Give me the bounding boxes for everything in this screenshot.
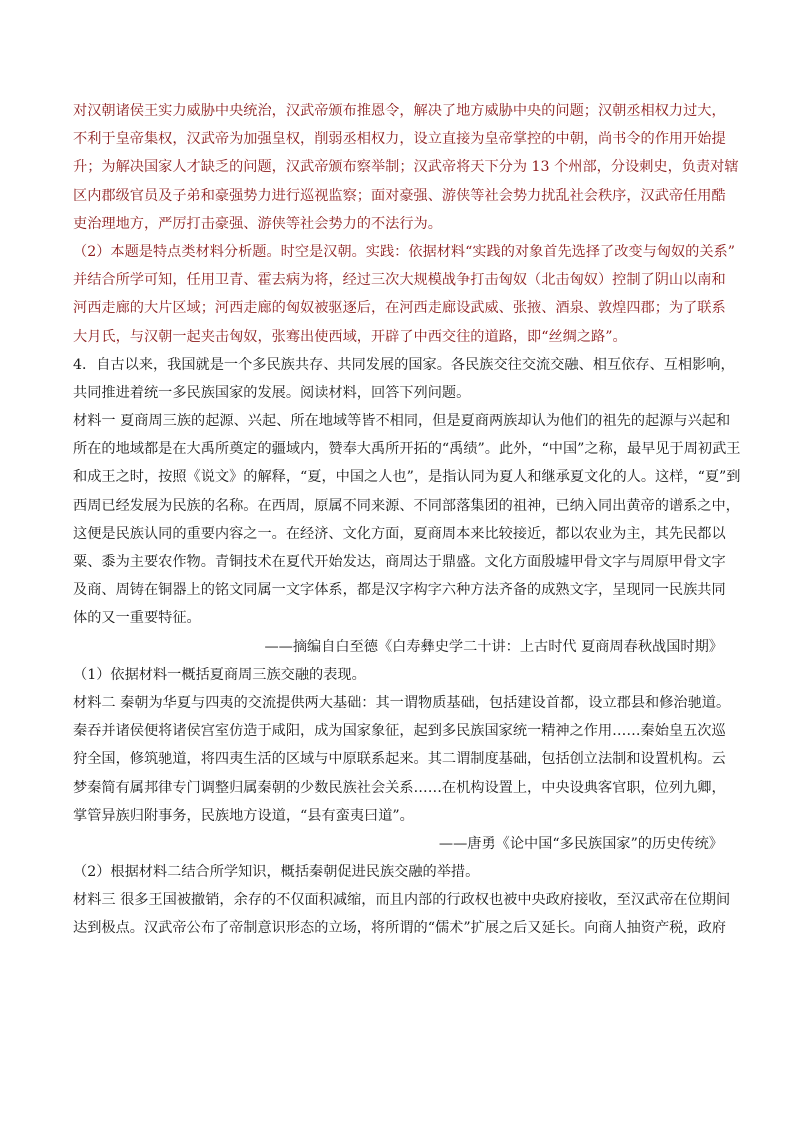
- text-line: 和成王之时，按照《说文》的解释，“夏，中国之人也”，是指认同为夏人和继承夏文化的人。这样，“夏”到: [73, 469, 741, 486]
- text-line: 对汉朝诸侯王实力威胁中央统治，汉武帝颁布推恩令，解决了地方威胁中央的问题；汉朝丞相权力过大，: [73, 103, 726, 119]
- question-1: （1）依据材料一概括夏商周三族交融的表现。: [73, 666, 366, 683]
- text-line: 体的又一重要特征。: [73, 610, 201, 627]
- text-line: 秦吞并诸侯便将诸侯宫室仿造于咸阳，成为国家象征，起到多民族国家统一精神之作用……秦始皇五次巡: [73, 723, 726, 740]
- answer-block-2: [73, 238, 735, 351]
- text-line: 达到极点。汉武帝公布了帝制意识形态的立场，将所谓的“儒术”扩展之后又延长。向商人抽资产税，政府: [73, 920, 726, 937]
- text-line: 不利于皇帝集权，汉武帝为加强皇权，削弱丞相权力，设立直接为皇帝掌控的中朝，尚书令的作用开始提: [73, 131, 726, 148]
- text-line: 掌管异族归附事务，民族地方设道，“县有蛮夷曰道”。: [73, 807, 414, 824]
- text-line: 河西走廊的大片区域；河西走廊的匈奴被驱逐后，在河西走廊设武威、张掖、酒泉、敦煌四郡；为了联系: [73, 300, 726, 317]
- text-line: 吏治理地方，严厉打击豪强、游侠等社会势力的不法行为。: [73, 215, 442, 232]
- text-line: 梦秦简有属邦律专门调整归属秦朝的少数民族社会关系……在机构设置上，中央设典客官职，位列九卿，: [73, 779, 726, 796]
- text-line: 区内郡级官员及子弟和豪强势力进行巡视监察；面对豪强、游侠等社会势力扰乱社会秩序，汉武帝任用酷: [73, 187, 726, 204]
- text-line: 粟、黍为主要农作物。青铜技术在夏代开始发达，商周达于鼎盛。文化方面殷墟甲骨文字与周原甲骨文字: [73, 554, 726, 570]
- text-line: （2）本题是特点类材料分析题。时空是汉朝。实践：依据材料“实践的对象首先选择了改变与匈奴的关系”: [73, 243, 735, 260]
- text-line: 材料三 很多王国被撤销，余存的不仅面积减缩，而且内部的行政权也被中央政府接收，至汉武帝在位期间: [73, 892, 731, 909]
- text-line: 材料一 夏商周三族的起源、兴起、所在地域等皆不相同，但是夏商两族却认为他们的祖先的起源与兴起和: [73, 413, 731, 430]
- document-page: [73, 97, 741, 943]
- answer-block-1: [73, 97, 739, 238]
- text-line: 材料二 秦朝为华夏与四夷的交流提供两大基础：其一谓物质基础，包括建设首都，设立郡县和修治驰道。: [73, 694, 731, 711]
- material-1: [73, 407, 741, 633]
- text-line: 并结合所学可知，任用卫青、霍去病为将，经过三次大规模战争打击匈奴（北击匈奴）控制了阴山以南和: [73, 272, 726, 289]
- text-line: 及商、周铸在铜器上的铭文同属一文字体系，都是汉字构字六种方法齐备的成熟文字，呈现同一民族共同: [73, 582, 726, 599]
- text-line: 升；为解决国家人才缺乏的问题，汉武帝颁布察举制；汉武帝将天下分为 13 个州部，分设刺史，负责对辖: [73, 159, 739, 176]
- material-3: [73, 886, 731, 942]
- text-line: 所在的地域都是在大禹所奠定的疆域内，赞奉大禹所开拓的“禹绩”。此外，“中国”之称，最早见于周初武王: [73, 441, 741, 458]
- text-line: 狩全国，修筑驰道，将四夷生活的区域与中原联系起来。其二谓制度基础，包括创立法制和设置机构。云: [73, 751, 726, 768]
- material-2: [73, 689, 731, 830]
- text-line: 西周已经发展为民族的名称。在西周，原属不同来源、不同部落集团的祖神，已纳入同出黄帝的谱系之中，: [73, 497, 740, 514]
- source-citation-1: ——摘编自白至德《白寿彝史学二十讲：上古时代 夏商周春秋战国时期》: [264, 638, 723, 655]
- text-line: 共同推进着统一多民族国家的发展。阅读材料，回答下列问题。: [73, 384, 471, 401]
- question-2: （2）根据材料二结合所学知识，概括秦朝促进民族交融的举措。: [73, 864, 480, 881]
- question-intro: [73, 351, 735, 407]
- source-citation-2: ——唐勇《论中国“多民族国家”的历史传统》: [438, 835, 723, 852]
- text-line: 4．自古以来，我国就是一个多民族共存、共同发展的国家。各民族交往交流交融、相互依存、互相影响，: [73, 356, 735, 373]
- text-line: 大月氏，与汉朝一起夹击匈奴，张骞出使西域，开辟了中西交往的道路，即“丝绸之路”。: [73, 328, 627, 345]
- text-line: 这便是民族认同的重要内容之一。在经济、文化方面，夏商周本来比较接近，都以农业为主，其先民都以: [73, 525, 726, 542]
